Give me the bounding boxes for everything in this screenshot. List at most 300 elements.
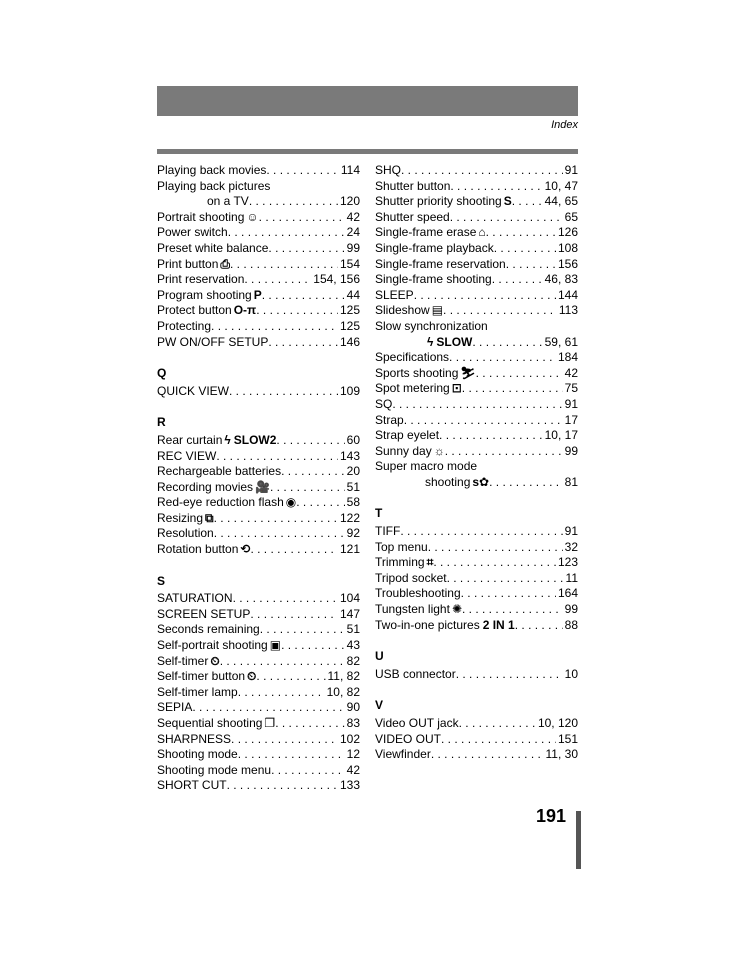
index-term-text: SEPIA [157, 700, 193, 715]
index-term-text: Playing back movies [157, 163, 267, 177]
leader-dots [233, 591, 338, 607]
leader-dots [443, 303, 557, 319]
leader-dots [250, 542, 338, 558]
index-letter-heading: V [375, 698, 384, 713]
index-pages: 92 [346, 526, 360, 541]
index-term-text: Single-frame shooting [375, 272, 492, 287]
index-pages: 90 [346, 700, 360, 715]
index-pages: 114 [340, 163, 360, 177]
index-term [157, 607, 250, 623]
index-pages: 102 [339, 731, 360, 746]
leader-dots [476, 366, 563, 382]
super-macro-icon: s✿ [472, 474, 490, 489]
index-entry [157, 591, 360, 607]
leader-dots [256, 669, 325, 685]
index-entry [157, 163, 360, 179]
index-letter-heading: T [375, 506, 383, 521]
index-pages: 99 [564, 602, 578, 617]
index-term-text: Sunny day [375, 443, 432, 458]
index-pages: 11 [565, 570, 578, 585]
index-term [157, 669, 256, 685]
index-entry [375, 747, 578, 763]
index-pages: 121 [339, 542, 360, 557]
index-term-text: VIDEO OUT [375, 731, 442, 746]
index-term-text: Self-timer button [157, 669, 246, 684]
index-entry [157, 464, 360, 480]
index-term-text: Shutter speed [375, 209, 450, 224]
index-term-text: Program shooting [157, 287, 252, 302]
index-entry [375, 540, 578, 556]
index-term [375, 194, 512, 210]
index-term-text: Shutter button [375, 178, 451, 193]
index-pages: 10, 82 [326, 684, 360, 699]
index-entry: Super macro mode [375, 459, 478, 474]
index-entry [157, 654, 360, 670]
index-pages: 91 [564, 524, 578, 539]
index-pages: 133 [339, 778, 360, 793]
index-term [157, 225, 228, 241]
index-term-text: Resolution [157, 526, 214, 541]
index-term [157, 732, 231, 748]
leader-dots [259, 210, 345, 226]
index-pages: 184 [557, 350, 578, 365]
index-term-text: Specifications [375, 350, 450, 365]
leader-dots [249, 194, 338, 210]
index-pages: 123 [557, 555, 578, 570]
index-entry [375, 602, 578, 618]
index-term-text: Power switch [157, 225, 228, 240]
index-pages: 125 [339, 303, 360, 318]
index-term-text: Rechargeable batteries [157, 464, 282, 479]
index-term-text: Shutter priority shooting [375, 194, 502, 209]
index-pages: 122 [339, 510, 360, 525]
leader-dots [506, 257, 556, 273]
index-term-text: Portrait shooting [157, 209, 245, 224]
index-letter-heading: U [375, 649, 384, 664]
index-term [157, 464, 281, 480]
index-entry [375, 288, 578, 304]
rotate-icon: ⟲ [240, 542, 251, 557]
leader-dots [404, 413, 563, 429]
index-entry [157, 225, 360, 241]
sunny-icon: ☼ [433, 443, 445, 458]
index-term-text: SQ [375, 396, 393, 411]
index-term-text: Seconds remaining [157, 622, 260, 637]
index-term-text: Slideshow [375, 303, 430, 318]
index-term [375, 288, 414, 304]
index-pages: 42 [564, 365, 578, 380]
index-term [157, 257, 230, 273]
leader-dots [256, 303, 338, 319]
leader-dots [486, 225, 556, 241]
index-term [157, 303, 256, 319]
index-term-text: Tripod socket [375, 570, 447, 585]
leader-dots [431, 747, 544, 763]
index-entry [375, 179, 578, 195]
index-entry [157, 288, 360, 304]
leader-dots [244, 272, 311, 288]
index-term [157, 591, 233, 607]
leader-dots [450, 210, 563, 226]
leader-dots [428, 540, 563, 556]
index-entry [157, 272, 360, 288]
index-term-text: Spot metering [375, 381, 450, 396]
index-term [157, 241, 268, 257]
index-entry [375, 225, 578, 241]
leader-dots [266, 163, 338, 179]
leader-dots [276, 433, 344, 449]
index-term-text: Strap eyelet [375, 428, 440, 443]
leader-dots [268, 335, 338, 351]
index-term [157, 495, 296, 511]
leader-dots [270, 480, 345, 496]
index-term [157, 654, 220, 670]
index-entry [375, 366, 578, 382]
index-term [375, 163, 401, 179]
index-term [375, 257, 506, 273]
trim-icon: ⌗ [426, 555, 434, 570]
portrait-icon: ☺ [246, 209, 259, 224]
index-entry [375, 667, 578, 683]
leader-dots [268, 241, 344, 257]
leader-dots [461, 586, 556, 602]
index-term [207, 194, 249, 210]
index-term-text: USB connector [375, 666, 456, 681]
index-term-text: Self-portrait shooting [157, 638, 268, 653]
leader-dots [229, 384, 338, 400]
index-term-text: SHARPNESS [157, 731, 232, 746]
index-entry [375, 194, 578, 210]
leader-dots [462, 602, 563, 618]
index-term [157, 210, 259, 226]
index-pages: 147 [339, 606, 360, 621]
index-term-text: SHORT CUT [157, 778, 227, 793]
index-pages: 58 [346, 495, 360, 510]
index-term-text: TIFF [375, 524, 401, 539]
index-pages: 42 [346, 762, 360, 777]
index-term-text: REC VIEW [157, 448, 217, 463]
print-icon: ⎙ [220, 256, 230, 271]
self-timer-icon: ⏲ [210, 653, 220, 668]
leader-dots [211, 319, 338, 335]
sequential-icon: ❐ [264, 716, 276, 730]
index-letter-heading: S [157, 573, 166, 588]
index-term-text: Preset white balance [157, 240, 269, 255]
leader-dots [450, 179, 542, 195]
index-term [375, 241, 494, 257]
index-term-text: SATURATION [157, 591, 233, 606]
index-term-text: Resizing [157, 510, 204, 525]
index-term-text: Sports shooting [375, 365, 459, 380]
index-term-bold: SLOW [436, 334, 473, 349]
index-term-text: Viewfinder [375, 747, 431, 762]
index-entry [375, 428, 578, 444]
flash-icon: ϟ [427, 334, 434, 349]
index-term [375, 571, 447, 587]
sports-icon: ⛷ [460, 365, 476, 380]
leader-dots [492, 272, 543, 288]
leader-dots [214, 511, 338, 527]
index-entry [375, 303, 578, 319]
index-term [157, 433, 276, 449]
index-term [157, 449, 216, 465]
index-entry [157, 319, 360, 335]
index-term-text: Red-eye reduction flash [157, 495, 284, 510]
index-pages: 164 [557, 586, 578, 601]
index-entry [157, 495, 360, 511]
index-entry [375, 413, 578, 429]
index-term [375, 381, 462, 397]
index-pages: 10, 120 [537, 716, 578, 730]
index-entry [157, 257, 360, 273]
shutter-priority-icon: S [503, 194, 512, 209]
index-entry [157, 542, 360, 558]
index-entry [157, 669, 360, 685]
index-entry [375, 716, 578, 732]
index-pages: 11, 82 [327, 669, 360, 684]
index-entry [157, 747, 360, 763]
index-entry [157, 622, 360, 638]
index-term [375, 225, 486, 241]
index-pages: 113 [558, 303, 578, 318]
index-entry [157, 194, 360, 210]
flash-icon: ϟ [224, 432, 231, 447]
index-entry [375, 618, 578, 634]
index-term [375, 618, 515, 634]
index-pages: 10 [564, 666, 578, 681]
index-pages: 91 [564, 163, 578, 177]
index-term [375, 602, 462, 618]
index-pages: 44, 65 [544, 194, 578, 209]
index-entry [375, 571, 578, 587]
slideshow-icon: ▤ [431, 303, 444, 318]
index-term [157, 163, 266, 179]
leader-dots [494, 241, 556, 257]
index-term [375, 540, 428, 556]
index-entry [375, 335, 578, 351]
index-pages: 12 [346, 747, 360, 762]
index-term [157, 526, 214, 542]
index-term [425, 475, 489, 491]
index-entry [375, 475, 578, 491]
index-pages: 99 [346, 240, 360, 255]
index-pages: 44 [346, 287, 360, 302]
index-entry [375, 210, 578, 226]
index-letter-heading: R [157, 415, 166, 430]
index-term-text: Single-frame playback [375, 240, 494, 255]
index-term [157, 511, 214, 527]
index-term [375, 179, 450, 195]
index-term [375, 732, 441, 748]
index-entry [375, 397, 578, 413]
index-pages: 104 [339, 591, 360, 606]
index-pages: 24 [346, 225, 360, 240]
leader-dots [447, 571, 564, 587]
index-term-text: on a TV [207, 194, 249, 209]
leader-dots [515, 618, 563, 634]
index-pages: 10, 47 [544, 178, 578, 193]
leader-dots [439, 428, 543, 444]
leader-dots [472, 335, 542, 351]
index-term-text: Protect button [157, 303, 232, 318]
leader-dots [489, 475, 563, 491]
index-pages: 10, 17 [544, 428, 578, 443]
index-pages: 143 [339, 448, 360, 463]
index-pages: 82 [346, 653, 360, 668]
index-term-text: Rear curtain [157, 432, 223, 447]
index-term-text: Top menu [375, 539, 428, 554]
leader-dots [262, 288, 345, 304]
index-entry [157, 700, 360, 716]
index-pages: 75 [564, 381, 578, 396]
resize-icon: ⧉ [205, 510, 214, 525]
index-term-text: Protecting [157, 318, 212, 333]
program-mode-icon: P [253, 287, 262, 302]
index-term [375, 716, 459, 732]
index-term [157, 778, 227, 794]
header-rule [157, 149, 578, 154]
index-entry [375, 350, 578, 366]
index-pages: 154 [339, 256, 360, 271]
leader-dots [216, 449, 338, 465]
index-pages: 109 [339, 383, 360, 398]
leader-dots [250, 607, 338, 623]
index-term-bold: 2 IN 1 [482, 617, 515, 632]
movie-icon: 🎥 [255, 479, 270, 494]
spot-metering-icon: ⊡ [451, 381, 462, 396]
index-term-text: PW ON/OFF SETUP [157, 334, 269, 349]
leader-dots [392, 397, 562, 413]
index-entry [375, 524, 578, 540]
leader-dots [271, 763, 345, 779]
index-entry [375, 381, 578, 397]
index-entry [157, 480, 360, 496]
index-term [375, 397, 392, 413]
erase-icon: ⌂ [478, 225, 486, 240]
index-entry [157, 778, 360, 794]
index-entry [375, 555, 578, 571]
key-icon: O‑π [233, 303, 257, 318]
index-term-text: Troubleshooting [375, 586, 461, 601]
index-term-text: SLEEP [375, 287, 414, 302]
index-pages: 65 [564, 209, 578, 224]
leader-dots [281, 638, 345, 654]
index-term [157, 763, 271, 779]
index-term [375, 303, 443, 319]
leader-dots [230, 257, 338, 273]
index-term [157, 622, 260, 638]
index-term [375, 210, 450, 226]
index-term-text: Sequential shooting [157, 716, 263, 730]
index-term [157, 319, 211, 335]
index-entry [375, 257, 578, 273]
leader-dots [445, 444, 563, 460]
index-term [157, 335, 268, 351]
leader-dots [192, 700, 344, 716]
index-term [375, 366, 476, 382]
header-bar [157, 86, 578, 116]
index-term [375, 667, 456, 683]
index-entry [375, 241, 578, 257]
index-term [375, 428, 439, 444]
index-term-text: Print button [157, 256, 219, 271]
index-pages: 125 [339, 318, 360, 333]
tungsten-icon: ✺ [451, 602, 462, 617]
index-entry [375, 444, 578, 460]
index-pages: 144 [557, 287, 578, 302]
index-entry [375, 272, 578, 288]
index-entry [157, 433, 360, 449]
index-pages: 11, 30 [545, 747, 578, 762]
index-term-text: shooting [425, 474, 471, 489]
leader-dots [296, 495, 344, 511]
leader-dots [227, 778, 338, 794]
index-entry [157, 732, 360, 748]
index-entry [157, 607, 360, 623]
index-term-text: QUICK VIEW [157, 383, 230, 398]
index-term [157, 480, 270, 496]
index-pages: 156 [557, 256, 578, 271]
index-column-left [157, 163, 360, 794]
leader-dots [456, 667, 563, 683]
index-term [375, 413, 404, 429]
index-pages: 91 [564, 396, 578, 411]
index-entry: Slow synchronization [375, 318, 488, 333]
index-entry [157, 763, 360, 779]
leader-dots [441, 732, 556, 748]
leader-dots [260, 622, 345, 638]
index-entry [157, 303, 360, 319]
index-term-text: Video OUT jack [375, 716, 459, 730]
index-term [157, 288, 262, 304]
index-entry [157, 526, 360, 542]
index-pages: 42 [346, 209, 360, 224]
index-term-text: Shooting mode [157, 747, 238, 762]
index-pages: 99 [564, 443, 578, 458]
index-term [375, 444, 445, 460]
index-pages: 43 [346, 638, 360, 653]
index-pages: 151 [557, 731, 578, 746]
index-term-text: Tungsten light [375, 602, 450, 617]
index-term [157, 542, 250, 558]
index-term-text: Trimming [375, 555, 425, 570]
index-term-text: Self-timer lamp [157, 684, 238, 699]
index-pages: 81 [564, 474, 578, 489]
index-term [157, 272, 244, 288]
leader-dots [512, 194, 543, 210]
index-entry [157, 241, 360, 257]
index-entry [375, 732, 578, 748]
index-term-text: SCREEN SETUP [157, 606, 251, 621]
index-entry [157, 685, 360, 701]
index-pages: 83 [346, 716, 360, 730]
leader-dots [220, 654, 345, 670]
index-pages: 146 [339, 334, 360, 349]
self-timer-icon: ⏲ [247, 669, 257, 684]
index-column-right [375, 163, 578, 763]
index-letter-heading: Q [157, 366, 167, 381]
index-entry [157, 210, 360, 226]
index-term [375, 272, 492, 288]
index-term-text: SHQ [375, 163, 402, 177]
index-term-text: Rotation button [157, 542, 239, 557]
index-term [375, 524, 400, 540]
leader-dots [414, 288, 556, 304]
index-term-text: Shooting mode menu [157, 762, 272, 777]
index-term [375, 350, 449, 366]
leader-dots [433, 555, 556, 571]
index-pages: 46, 83 [544, 272, 578, 287]
